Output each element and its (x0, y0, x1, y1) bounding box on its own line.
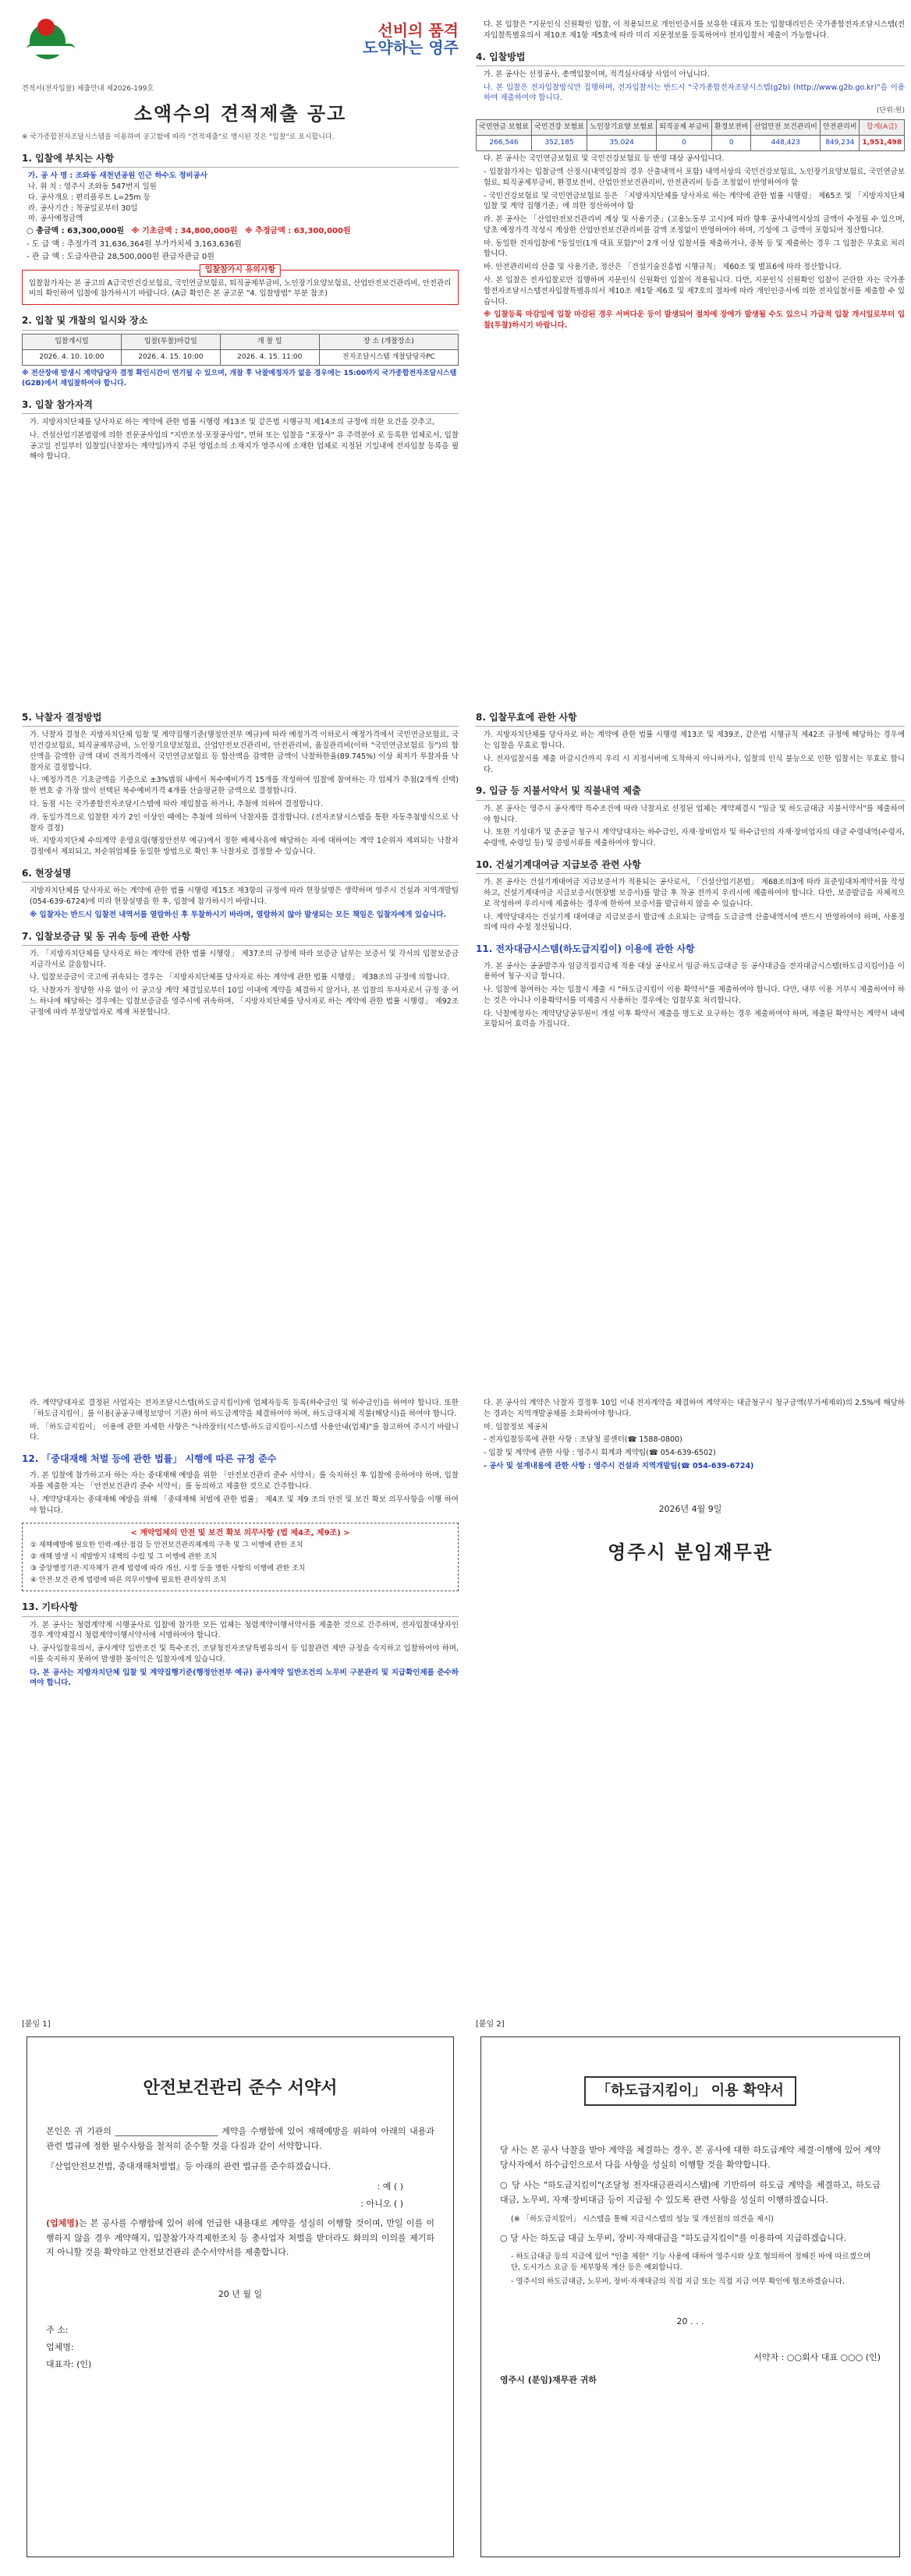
fee-cell: 0 (712, 136, 751, 151)
misc-d: 다. 본 공사의 계약은 낙찰자 결정후 10일 이내 전자계약을 체결하여 계약자는 대금청구시 청구금액(부가세제외)의 2.5%에 해당하는 경과는 지역개발공채를 소화하여야 합니다. (484, 1399, 905, 1418)
bid-method-b: 나. 본 입찰은 전자입찰방식만 집행하며, 전자입찰서는 반드시 "국가종합전자조달시스템(g2b) (http://www.g2b.go.kr)"을 이용하여 제출하여야 합니다. (484, 83, 905, 103)
payment-a: 가. 본 공사는 영주시 공사계약 특수조건에 따라 낙찰자로 선정된 업체는 계약체결시 "임금 및 하도급대금 지불서약서"를 제출하여야 합니다. (484, 804, 905, 824)
schedule-header-cell: 개 찰 일 (220, 334, 319, 349)
pledge-laws: 『산업안전보건법, 중대재해처벌법』등 아래의 관련 법규를 준수하겠습니다. (46, 2161, 331, 2172)
e-payment-a: 가. 본 공사는 공공발주자 임금직접지급제 적용 대상 공사로서 임금·하도급대금 등 공사대금을 전자대금시스템(하도급지킴이)을 이용하여 청구·지급 합니다. (484, 961, 905, 982)
safety-duty-item: ① 재해예방에 필요한 인력·예산·점검 등 안전보건관리체계의 구축 및 그 이행에 관한 조치 (30, 1541, 303, 1550)
commitment-intro: 당 사는 본 공사 낙찰을 받아 계약을 체결하는 경우, 본 공사에 대한 하도급계약 체결·이행에 있어 계약당사자에서 하수급인으로서 다음 사항을 성실히 이행할 것을 확약합니다. (500, 2145, 881, 2170)
attachment-tag: [붙임 2] (476, 2020, 505, 2029)
site-briefing-note: ※ 입찰자는 반드시 입찰전 내역서를 열람하신 후 투찰하시기 바라며, 열람하지 않아 발생되는 모든 책임은 입찰자에게 있습니다. (30, 910, 447, 919)
pledge-address-field[interactable]: 주 소: (46, 2324, 69, 2335)
section-1-heading: 1. 입찰에 부치는 사항 (22, 152, 459, 168)
unit-label: (단위:원) (876, 107, 905, 115)
pledge-form (27, 2036, 454, 2557)
contact-line: - 공사 및 설계내용에 관한 사항 : 영주시 건설과 지역개발팀(☎ 054-639-6724) (484, 1461, 754, 1470)
schedule-cell: 2026. 4. 15. 10:00 (121, 349, 220, 365)
bid-method-e: 마. 동일한 전자입찰에 "동일인(1개 대표 포함)"이 2개 이상 입찰서를 제출하거나, 중복 등 및 제출하는 경우 그 입찰은 무효로 처리합니다. (484, 239, 905, 259)
fee-cell: 448,423 (751, 136, 821, 151)
notice-page-2 (476, 17, 905, 656)
notice-number: 견적서(전자입찰) 제출안내 제2026-199호 (22, 85, 154, 93)
invalid-a: 가. 지방자치단체를 당사자로 하는 계약에 관한 법률 시행령 제13조 및 제39조, 같은법 시행규칙 제42조 규정에 해당하는 경우에는 입찰을 무효로 합니다. (484, 731, 905, 751)
fee-header-cell: 국민연금 보험료 (477, 120, 532, 136)
attachment-1 (22, 2019, 459, 2557)
bid-method-g: 사. 본 입찰은 전자입찰로만 집행하며 지문인식 신원확인 입찰이 적용됩니다. 다만, 지문인식 신원확인 입찰이 곤란한 자는 국가종합전자조달시스템전자입찰특별유의서 제10조 제1항 제6호 및 제7호의 절차에 따라 개인인증서에 의한 전자입찰서를 제출할 수 있습니다. (484, 276, 905, 306)
schedule-header-cell: 장 소 (개찰장소) (319, 334, 458, 349)
fee-cell: 849,234 (821, 136, 860, 151)
award-b: 나. 예정가격은 기초금액을 기준으로 ±3%범위 내에서 복수예비가격 15개를 작성하여 입찰에 참여하는 각 업체가 추첨(2개씩 선택)한 번호 중 가장 많이 선택된 복수예비가격 4개를 산술평균한 금액으로 결정합니다. (30, 776, 459, 796)
schedule-header-cell: 입찰(투찰)마감일 (121, 334, 220, 349)
logo-white-band (27, 44, 75, 55)
logo-red-mark (37, 19, 55, 36)
pledge-commitment (46, 2217, 434, 2260)
commitment-subitem: - 영주시의 하도급대금, 노무비, 장비·자재대금의 직접 지급 또는 직접 지급 여부 확인에 협조하겠습니다. (511, 2277, 845, 2286)
eligibility-b: 나. 건설산업기본법령에 의한 전문공사업의 "지반조성·포장공사업", 면허 또는 입찰을 "포장사" 유 주력분야 로 등록한 업체로서, 입찰공고일 전일부터 입찰일(낙찰자는 계약일)까지 주된 영업소의 소재지가 영주시에 소재한 업체로 지정된 기일내에 전자입찰 등록을 필해야 합니다. (30, 430, 459, 462)
misc-c: 다. 본 공사는 지방자치단체 입찰 및 계약집행기준(행정안전부 예규) 공사계약 일반조건의 노무비 구분관리 및 지급확인제를 준수하여야 합니다. (30, 1668, 459, 1688)
e-payment-d: 라. 계약당대자로 결정된 사업자는 전자조달시스템(하도급지킴이)에 업체자등록 등록(하수급인 및 하수급인)을 하여야 합니다. 또한 「하도급지킴이」를 이용(공공구매정보망이 기관) 하여 하도급계약을 체결하여야 하며, 하도급대지체 직불(해당시)을 하여야 합니다. (30, 1399, 459, 1418)
section-13-heading: 13. 기타사항 (22, 1601, 459, 1616)
commitment-item: ○ 당 사는 "하도급지킴이"(조달청 전자대금관리시스템)에 기반하여 하도급 계약을 체결하고, 하도급대금, 노무비, 자재·장비대금 등이 지급될 수 있도록 관련 사항을 성실히 이행하겠습니다. (500, 2180, 881, 2206)
notice-page-1 (22, 17, 459, 656)
commitment-form (480, 2036, 900, 2557)
schedule-header-row (23, 334, 459, 349)
pledge-company-placeholder: (업체명) (46, 2217, 79, 2228)
bid-method-c1: - 입찰참가자는 입찰금액 산정시(내역입찰의 경우 산출내역서 포함) 내역서상의 국민건강보험료, 노인장기요양보험료, 국민연금보험료, 퇴직공제부금비, 환경보전비, 산업안전보건관리비, 안전관리비 등을 조정없이 반영하여야 함 (484, 168, 905, 187)
fee-cell: 1,951,498 (860, 136, 905, 151)
attachment-2 (476, 2019, 905, 2557)
contact-line: - 전자입찰등록에 관한 사항 : 조달청 콜센터(☎ 1588-0800) (484, 1435, 682, 1445)
yeongju-city-logo (22, 17, 78, 64)
supply-amount-row: - 관 급 액 : 도급자관급 28,500,000원 관급자관급 0원 (27, 253, 214, 262)
base-amount: ※ 기초금액 : 34,800,000원 (131, 227, 238, 236)
fingerprint-note: 다. 본 입찰은 "지문인식 신원확인 입찰, 이 적용되므로 개인인증서를 보유한 대표자 또는 입찰대리인은 국가종합전자조달시스템(전자입찰특별유의서 제10조 제1항 제5호에 따라 미리 지문정보를 등록하여야 전자입찰서 제출이 가능합니다. (484, 20, 905, 40)
safety-duty-item: ③ 중앙행정기관·지자체가 관계 법령에 따라 개선, 시정 등을 명한 사항의 이행에 관한 조치 (30, 1565, 306, 1573)
project-duration: 라. 공사기간 : 착공일로부터 30일 (28, 203, 138, 213)
bid-method-note: ※ 입찰등록 마감일에 입찰 마감된 경우 서버다운 등이 발생되어 절차에 장애가 발생될 수도 있으니 가급적 입찰 개시일로부터 입찰(투찰)하시기 바랍니다. (484, 310, 905, 331)
caution-box-label: 입찰참가시 유의사항 (200, 264, 281, 278)
safety-duty-item: ④ 안전·보건 관계 법령에 따른 의무이행에 필요한 관리상의 조치 (30, 1576, 227, 1585)
section-5-heading: 5. 낙찰자 결정방법 (22, 711, 459, 727)
bid-method-d: 라. 본 공사는 「산업안전보건관리비 계상 및 사용기준」(고용노동부 고시)에 따라 향후 공사내역서상의 금액이 수정될 수 있으며, 당초 예정가격 작성시 계상한 산업안전보건관리비를 감액 조정없이 반영하여야 하며, 기성에 그 금액이 포함되어 정산합니다. (484, 215, 905, 235)
safety-duties-title: < 계약업체의 안전 및 보건 확보 의무사항 (법 제4조, 제9조) > (130, 1528, 350, 1537)
rental-guarantee-b: 나. 계약당대자는 건설기계 대여대금 지급보증서 발급에 소요되는 금액을 도급금액 산출내역서에 반드시 반영하여야 하며, 사용정의에 따라 수정 정산됩니다. (484, 912, 905, 932)
safety-duty-item: ② 재해 발생 시 재발방지 대책의 수립 및 그 이행에 관한 조치 (30, 1553, 218, 1562)
e-payment-c: 다. 낙찰예정자는 계약당당공무원이 개설 이후 확약서 제출을 명도로 요구하는 경우 제출하여야 하며, 제출된 확약서는 계약서 내에 포함되어 효력을 가집니다. (484, 1009, 905, 1029)
fee-row (477, 136, 905, 151)
section-10-heading: 10. 건설기계대여금 지급보증 관련 사항 (476, 858, 905, 874)
deposit-a: 가. 「지방자치단체를 당사자로 하는 계약에 관한 법률 시행령」 제37조의 규정에 따라 보증금 납부는 보증서 및 각서의 입찰보증금 지급각서로 갈음합니다. (30, 949, 459, 969)
bid-method-c2: - 국민건강보험료 및 국민연금보험료 등은 「지방자치단체를 당사자로 하는 계약에 관한 법률 시행령」 제65조 및 「지방자치단체 입찰 및 계약 집행기준」에 의한 정산하여야 함 (484, 191, 905, 211)
notice-page-3 (22, 702, 459, 1372)
attachment-tag: [붙임 1] (22, 2020, 51, 2029)
section-8-heading: 8. 입찰무효에 관한 사항 (476, 711, 905, 727)
schedule-header-cell: 입찰개시일 (23, 334, 122, 349)
estimated-amount: ※ 추정금액 : 63,300,000원 (244, 227, 351, 236)
pledge-date[interactable]: 20 년 월 일 (218, 2288, 263, 2299)
pledge-yes-option[interactable]: : 예 ( ) (377, 2181, 403, 2192)
pledge-ceo-field[interactable]: 대표자: (인) (46, 2358, 92, 2369)
fee-cell: 35,024 (587, 136, 657, 151)
misc-b: 나. 공사입찰유의서, 공사계약 일반조건 및 특수조건, 조달청전자조달특별유의서 등 입찰관련 제반 규정을 숙지하고 입찰하여야 하며, 이를 숙지하지 못하여 발생한 불이익은 입찰자에게 있습니다. (30, 1644, 459, 1664)
pledge-company-field[interactable]: 업체명: (46, 2341, 74, 2352)
section-3-heading: 3. 입찰 참가자격 (22, 398, 459, 414)
misc-a: 가. 본 공사는 청렴계약제 시행공사로 입찰에 참가한 모든 업체는 청렴계약이행서약서를 제출한 것으로 간주하며, 전자입찰대상자인 경우 계약체결시 청렴계약이행서약서에 서명하여야 합니다. (30, 1620, 459, 1640)
city-slogan (363, 22, 459, 56)
award-d: 라. 동일가격으로 입찰한 자가 2인 이상인 때에는 추첨에 의하여 낙찰자를 결정합니다. (전자조달시스템을 통한 자동추첨방식으로 낙찰자 결정) (30, 812, 459, 833)
bid-method-f: 바. 안전관리비의 산출 및 사용기준, 정산은 「건설기술진흥법 시행규칙」 제60조 및 별표6에 따라 정산합니다. (484, 263, 842, 272)
notice-page-6 (476, 1396, 905, 1988)
safety-b: 나. 계약당대자는 중대재해 예방을 위해 「중대재해 처벌에 관한 법률」 제4조 및 제9 조의 안전 및 보건 확보 의무사항을 이행 하여야 합니다. (30, 1495, 459, 1515)
fee-cell: 352,185 (532, 136, 587, 151)
notice-page-5 (22, 1396, 459, 1988)
project-name: 가. 공 사 명 : 조와동 새천년공원 인근 하수도 정비공사 (28, 172, 207, 181)
commitment-date[interactable]: 20 . . . (676, 2316, 704, 2327)
slogan-line-1: 선비의 품격 (378, 21, 459, 40)
fee-header-cell: 노인장기요양 보험료 (587, 120, 657, 136)
fee-header-cell: 산업안전 보건관리비 (751, 120, 821, 136)
commitment-item: ○ 당 사는 하도급 대금 노무비, 장비·자재대금을 "하도급지킴이"를 이용하여 지급하겠습니다. (500, 2232, 847, 2243)
issuing-organization: 영주시 분임재무관 (608, 1541, 773, 1563)
eligibility-a: 가. 지방자치단체를 당사자로 하는 계약에 관한 법률 시행령 제13조 및 같은법 시행규칙 제14조의 규정에 의한 요건을 갖추고, (30, 418, 435, 427)
pledge-title: 안전보건관리 준수 서약서 (143, 2079, 338, 2098)
fee-header-row (477, 120, 905, 136)
invalid-b: 나. 전자입찰서를 제출 마감시간까지 우리 시 지정서버에 도착하지 아니하거나, 입찰의 인식 불능으로 인한 입찰서는 무효로 합니다. (484, 754, 905, 774)
fee-header-cell: 환경보전비 (712, 120, 751, 136)
schedule-cell: 전자조달시스템 개찰담당자PC (319, 349, 458, 365)
letterhead (22, 17, 459, 83)
fee-cell: 0 (657, 136, 712, 151)
pledge-intro: 본인은 귀 기관의 ________________________ 계약을 수행함에 있어 재해예방을 위하여 아래의 내용과 관련 법규에 정한 필수사항을 철저히 준수할 것을 다짐과 같이 서약합니다. (46, 2125, 434, 2151)
fee-header-cell: 안전관리비 (821, 120, 860, 136)
pledge-no-option[interactable]: : 아니오 ( ) (360, 2198, 403, 2209)
rental-guarantee-a: 가. 본 공사는 건설기계대여금 지급보증서가 적용되는 공사로서, 「건설산업기본법」 제68조의3에 따라 표준임대차계약서를 작성하고, 건설기계대여금 지급보증서(현장별 보증서)를 발급 후 착공 전까지 우리시에 제출하여야 합니다. 다만, 보증발급을 자체적으로 작성하여 우리시에 제출하는 경우에 한하여 보증서를 발급하지 않을 수 있습니다. (484, 878, 905, 908)
bid-method-c: 다. 본 공사는 국민연금보험료 및 국민건강보험료 등 반영 대상 공사입니다. (484, 154, 725, 164)
caution-box-text: 입찰참가자는 본 공고의 A급국민건강보험료, 국민연금보험료, 퇴직공제부금비, 노인장기요양보험료, 산업안전보건관리비, 안전관리비의 확인하여 입찰에 참가하시기 바랍니다. (A급 확인은 본 공고문 "4. 입찰방법" 부분 참조) (29, 278, 452, 299)
commitment-recipient: 영주시 (분임)재무관 귀하 (500, 2375, 597, 2386)
notice-date: 2026년 4월 9일 (658, 1503, 722, 1514)
project-budget-label: 마. 공사예정금액 (28, 214, 83, 224)
schedule-cell: 2026. 4. 10. 10:00 (23, 349, 122, 365)
section-7-heading: 7. 입찰보증금 및 동 귀속 등에 관한 사항 (22, 930, 459, 946)
contract-amount-row: - 도 급 액 : 추정가격 31,636,364원 부가가치세 3,163,636원 (27, 239, 242, 249)
safety-duties-box (22, 1523, 459, 1592)
notice-page-4 (476, 702, 905, 1372)
award-a: 가. 낙찰자 결정은 지방자치단체 입찰 및 계약집행기준(행정안전부 예규)에 따라 예정가격 이하로서 예정가격에서 국민연금보험료, 국민건강보험료, 퇴직공제부금비, 노인장기요양보험료, 산업안전보건관리비, 안전관리비, 품질관리비(이하 "국민연금보험료 등")의 합산액을 감액한 금액 대비 견적가격에서 국민연금보험료 등 합산액을 감액한 금액이 낙찰하한율(89.745%) 이상 최저가 투찰자를 낙찰자로 결정합니다. (30, 731, 459, 772)
section-6-heading: 6. 현장설명 (22, 867, 459, 883)
e-payment-e: 마. 「하도급지킴이」 이용에 관한 자세한 사항은 "나라장터(시스템-하도급지킴이-시스템 사용안내(업체)"를 참고하여 주시기 바랍니다. (30, 1422, 459, 1442)
fee-header-cell: 국민건강 보험료 (532, 120, 587, 136)
commitment-signature[interactable]: 서약자 : ○○회사 대표 ○○○ (인) (753, 2351, 881, 2362)
award-c: 다. 동점 시는 국가종합전자조달시스템에 따라 제입찰을 하거나, 추첨에 의하여 결정합니다. (30, 799, 323, 809)
section-12-heading: 12. 「중대재해 처벌 등에 관한 법률」 시행에 따른 규정 준수 (22, 1453, 277, 1465)
safety-a: 가. 본 입찰에 참가하고자 하는 자는 중대재해 예방을 위한 「안전보건관리 준수 서약서」를 숙지하신 후 입찰에 응하여야 하며, 입찰자를 제출한 자는 「안전보건관리 준수 서약서」를 동의하고 제출한 것으로 간주합니다. (30, 1471, 459, 1491)
section-2-heading: 2. 입찰 및 개찰의 일시와 장소 (22, 314, 459, 330)
caution-box (22, 265, 459, 306)
schedule-table (22, 334, 459, 366)
section-9-heading: 9. 입금 등 지불서약서 및 직불내역 제출 (476, 784, 905, 800)
schedule-note: ※ 전산장애 발생시 계약담당자 결정 확인시간이 연기될 수 있으며, 개찰 후 낙찰예정자가 없을 경우에는 15:00까지 국가종합전자조달시스템(G2B)에서 재입찰하여야 합니다. (22, 369, 457, 387)
lead-note: ※ 국가종합전자조달시스템을 이용하여 공고함에 따라 "견적제출"로 명시된 것은 "입찰"로 표시합니다. (22, 133, 335, 141)
project-location: 나. 위 치 : 영주시 조와동 547번지 일원 (28, 182, 157, 192)
contact-heading: 마. 입찰정보 제공처 (484, 1422, 548, 1431)
bid-method-a: 가. 본 공사는 선정공사, 총액입찰이며, 적격심사대상 사업이 아닙니다. (484, 69, 711, 79)
page-title: 소액수의 견적제출 공고 (133, 103, 347, 126)
section-4-heading: 4. 입찰방법 (476, 51, 905, 66)
total-amount: ○ 총금액 : 63,300,000원 (27, 227, 125, 236)
deposit-b: 나. 입찰보증금이 국고에 귀속되는 경우는 「지방자치단체를 당사자로 하는 계약에 관한 법률 시행령」 제38조의 규정에 의합니다. (30, 973, 450, 982)
fee-table (476, 119, 905, 151)
fee-header-cell: 퇴직공제 부금비 (657, 120, 712, 136)
contact-line: - 입찰 및 계약에 관한 사항 : 영주시 회계과 계약팀(☎ 054-639-6502) (484, 1449, 716, 1458)
fee-header-cell: 합계(A급) (860, 120, 905, 136)
deposit-c: 다. 낙찰자가 정당한 사유 없이 이 공고상 계약 체결일로부터 10일 이내에 계약을 체결하지 않거나, 본 입찰의 투자자로서 규정 중 어느 하나에 해당하는 경우에는 입찰보증금을 영주시에 귀속하며, 「지방자치단체를 당사자로 하는 계약에 관한 법률 시행령」 제92조 규정에 따라 부정당업자로 제재 처분합니다. (30, 986, 459, 1017)
amount-summary (27, 226, 459, 238)
fee-cell: 266,546 (477, 136, 532, 151)
commitment-title: 「하도급지킴이」 이용 확약서 (584, 2076, 796, 2106)
schedule-row (23, 349, 459, 365)
section-11-heading: 11. 전자대금시스템(하도급지킴이) 이용에 관한 사항 (476, 943, 695, 955)
project-overview: 다. 공사개요 : 편리플루트 L=25m 등 (28, 193, 151, 202)
schedule-cell: 2026. 4. 15. 11:00 (220, 349, 319, 365)
commitment-item-note: (※ 「하도급지킴이」 시스템을 통해 지급시스템의 성능 및 개선점의 의견을 제시) (511, 2214, 774, 2224)
payment-b: 나. 또한 기성대가 및 준공금 청구시 계약당대자는 하수급인, 자재·장비업자 및 하수급인의 자재·장비업자의 대금 수령내역(수령자, 수령액, 수령일 등) 및 증빙서류를 제출하여야 합니다. (484, 828, 905, 848)
award-e: 마. 지방자치단체 수의계약 운영요령(행정안전부 예규)에서 정한 배제사유에 해당하는 자에 대하여는 계약 1순위자 제외되는 낙찰자 결정에서 제외되고, 차순위업체를 동일한 방법으로 확인 후 낙찰자로 결정할 수 있습니다. (30, 837, 459, 857)
commitment-subitem: - 하도급대금 등의 지급에 있어 "인출 제한" 기능 사용에 대하여 영주시와 상호 협의하여 정해진 바에 따르겠으며 단, 도시가스 요금 등 세부항목 계산 등은 예외합니다. (511, 2252, 871, 2273)
site-briefing: 지방자치단체를 당사자로 하는 계약에 관한 법률 시행령 제15조 제3항의 규정에 따라 현장설명은 생략하며 영주시 건설과 지역개발팀(054-639-6724)에 미리 현장설명을 한 후, 입찰에 참가하시기 바랍니다. (30, 886, 459, 906)
pledge-commitment-text: 는 본 공사를 수행함에 있어 위에 언급한 내용대로 계약을 성실히 이행할 것이며, 만일 이를 이행하지 않을 경우 계약해지, 입찰참가자격제한조치 등 총사업자 처벌을 받더라도 화의의 이의를 제기하지 아니할 것을 확약하고 안전보건관리 준수서약서를 제출합니다. (46, 2217, 434, 2258)
slogan-line-2: 도약하는 영주 (363, 38, 459, 57)
e-payment-b: 나. 입찰에 참여하는 자는 입찰시 제출 시 "하도급지킴이 이용 확약서"를 제출하여야 합니다. 다만, 내부 이용 거부시 제출하여야 하는 것은 아니나 이용확약서를 미제출시 사용하는 경우에는 입찰무효 처리합니다. (484, 985, 905, 1005)
